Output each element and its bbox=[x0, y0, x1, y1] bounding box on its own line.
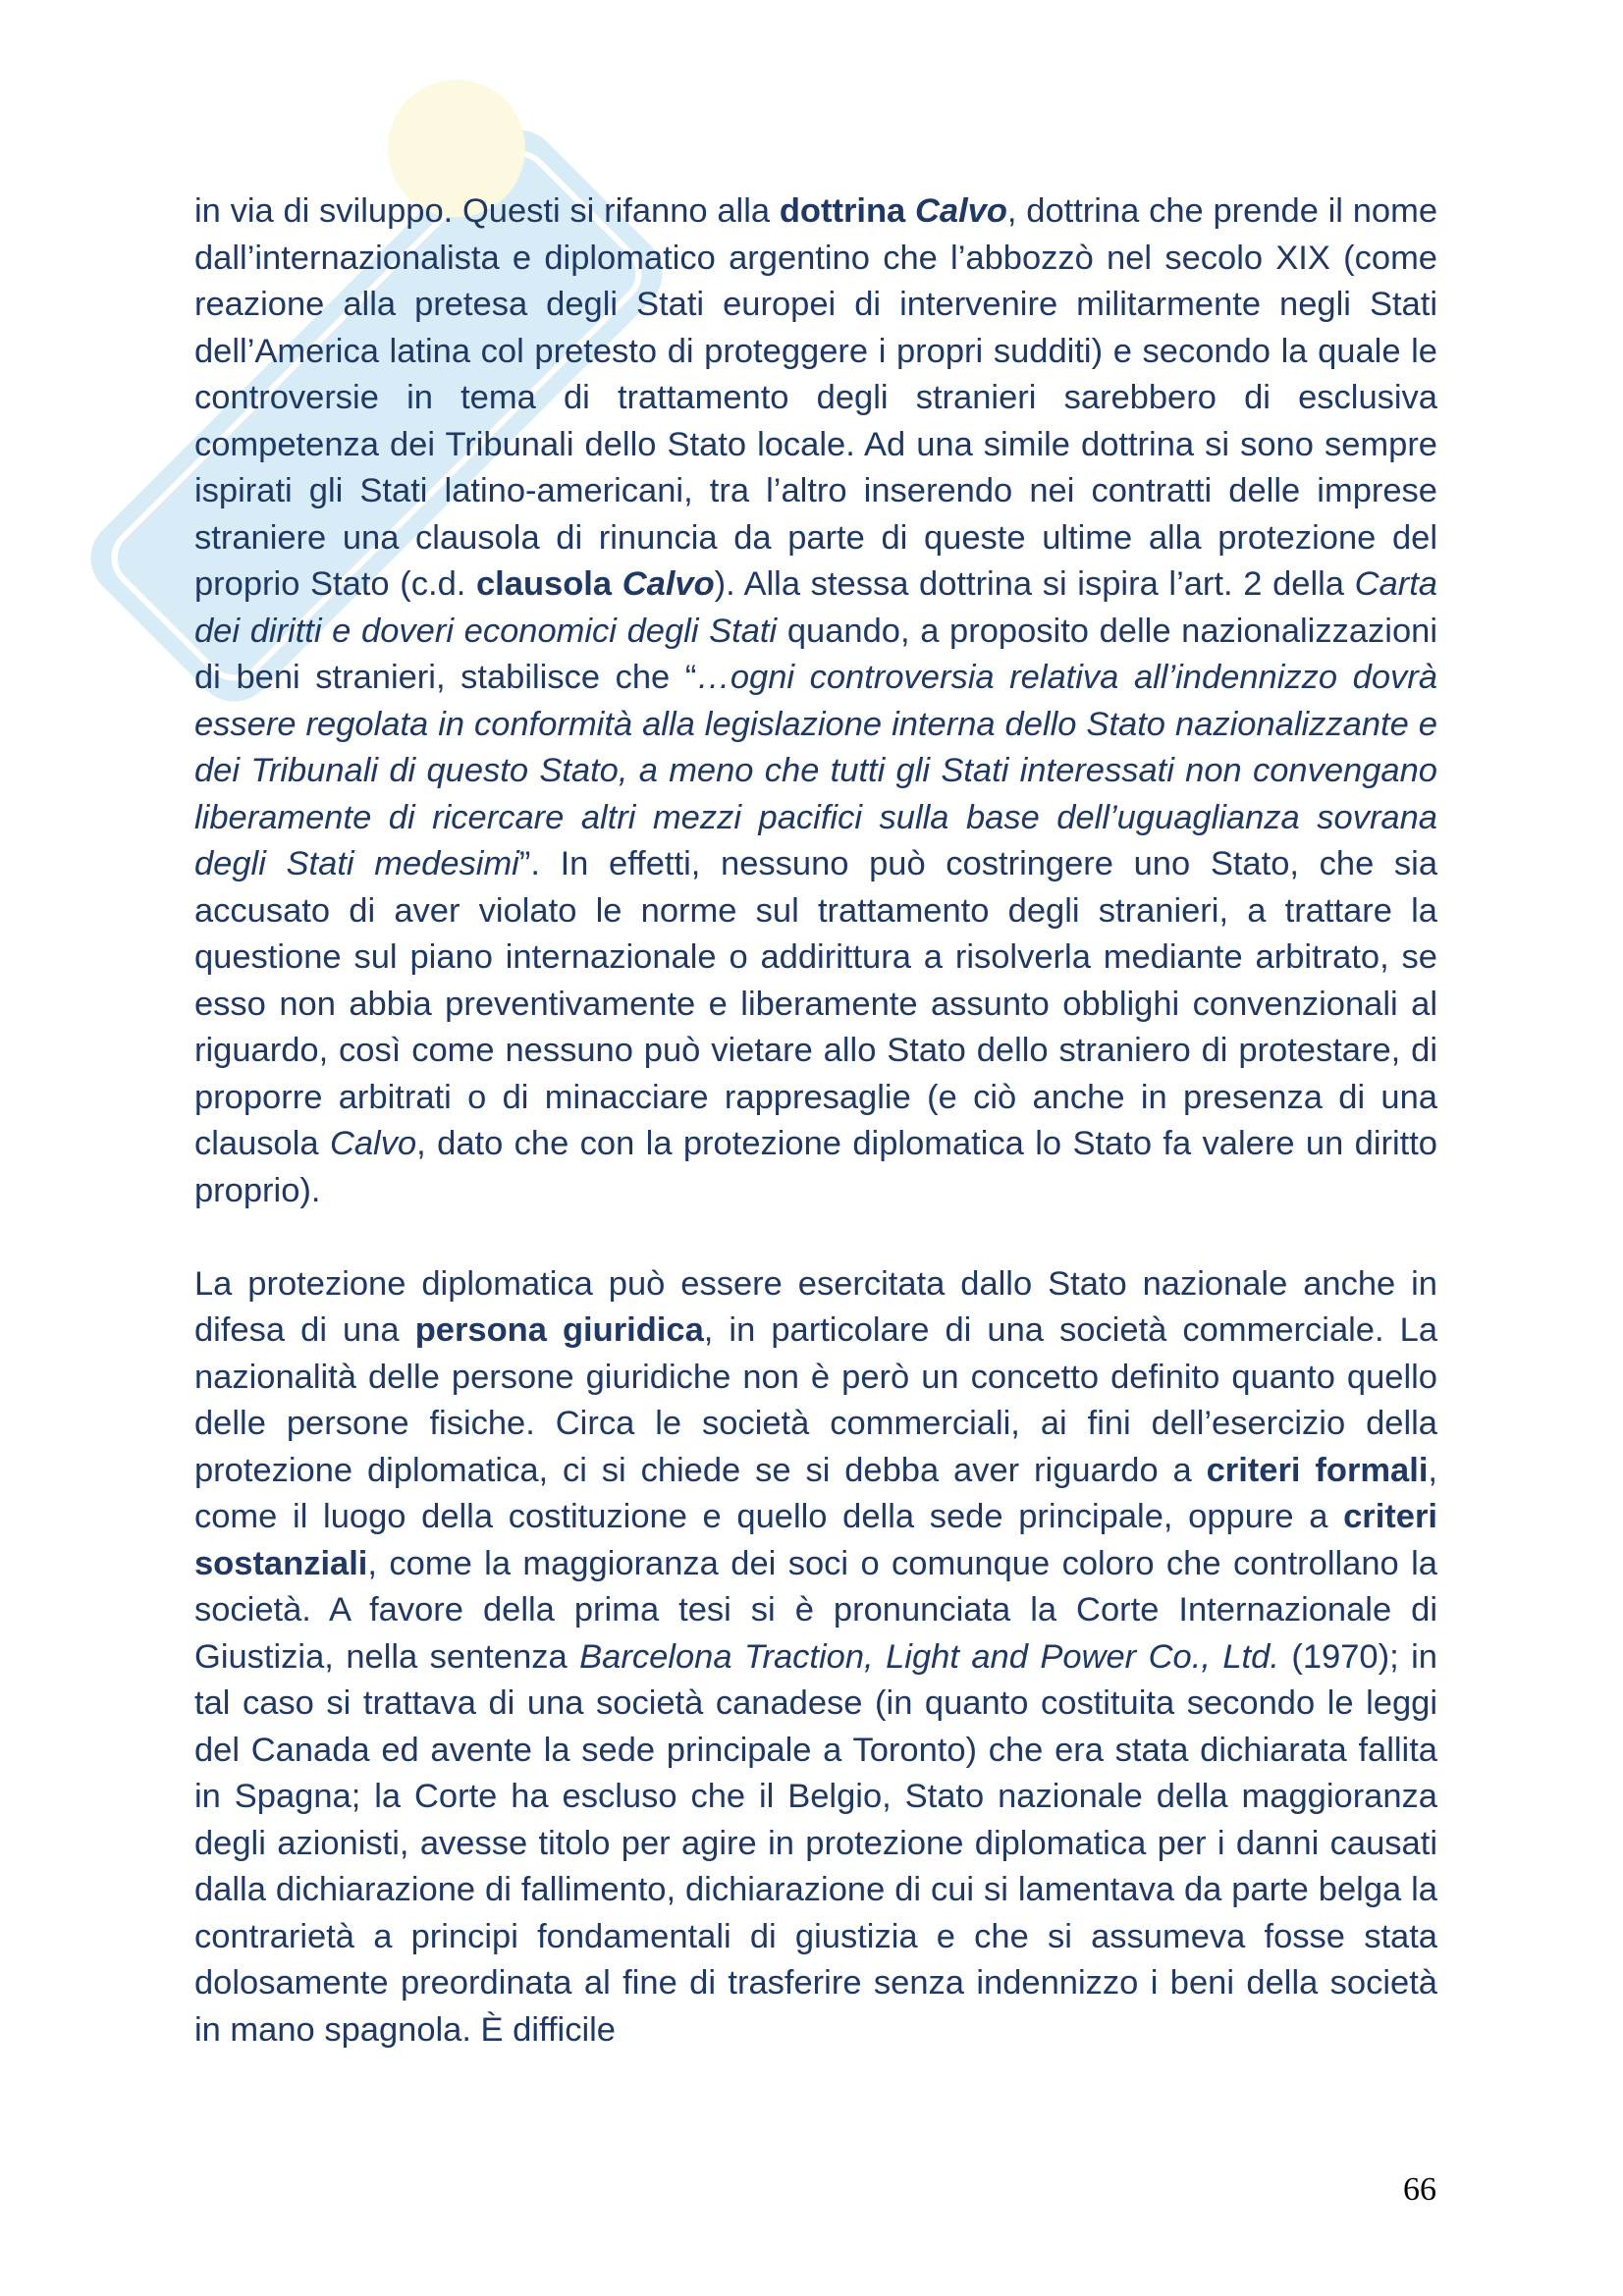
text-run: criteri sostanziali bbox=[194, 1498, 1437, 1582]
text-run: persona giuridica bbox=[414, 1311, 704, 1349]
text-run: clausola bbox=[476, 565, 622, 603]
text-run: Calvo bbox=[622, 565, 715, 603]
text-run: dottrina bbox=[779, 192, 915, 230]
text-run: , dottrina che prende il nome dall’internazionalista e diplomatico argentino che l’abbozzò nel secolo XIX (come reazione alla pretesa degli Stati europei di intervenire militarmente negli Stati dell’America latina col pretesto di proteggere i propri sudditi) e secondo la quale le controversie in tema di trattamento degli stranieri sarebbero di esclusiva competenza dei Tribunali dello Stato locale. Ad una simile dottrina si sono sempre ispirati gli Stati latino-americani, tra l’altro inserendo nei contratti delle imprese straniere una clausola di rinuncia da parte di queste ultime alla protezione del proprio Stato (c.d. bbox=[194, 192, 1438, 603]
text-run: ). Alla stessa dottrina si ispira l’art. 2 della bbox=[714, 565, 1355, 603]
text-run: Calvo bbox=[914, 192, 1007, 230]
body-text bbox=[194, 188, 1437, 2054]
paragraph-calvo-doctrine bbox=[194, 188, 1437, 1214]
text-run: quando, a proposito delle nazionalizzazioni di beni stranieri, stabilisce che “ bbox=[194, 612, 1437, 696]
text-run: , dato che con la protezione diplomatica lo Stato fa valere un diritto proprio). bbox=[194, 1125, 1437, 1209]
text-run: Carta dei diritti e doveri economici degli Stati bbox=[194, 565, 1437, 650]
text-run: , come la maggioranza dei soci o comunque coloro che controllano la società. A favore della prima tesi si è pronunciata la Corte Internazionale di Giustizia, nella sentenza bbox=[194, 1544, 1437, 1676]
text-run: Calvo bbox=[329, 1125, 417, 1162]
text-run: , in particolare di una società commerciale. La nazionalità delle persone giuridiche non è però un concetto definito quanto quello delle persone fisiche. Circa le società commerciali, ai fini dell’esercizio della protezione diplomatica, ci si chiede se si debba aver riguardo a bbox=[194, 1311, 1438, 1489]
text-run: Barcelona Traction, Light and Power Co., Ltd. bbox=[579, 1637, 1279, 1676]
text-run: criteri formali bbox=[1206, 1451, 1429, 1489]
text-run: , come il luogo della costituzione e quello della sede principale, oppure a bbox=[194, 1451, 1437, 1535]
text-run: (1970); in tal caso si trattava di una società canadese (in quanto costituita secondo le leggi del Canada ed avente la sede principale a Toronto) che era stata dichiarata fallita in Spagna; la Corte ha escluso che il Belgio, Stato nazionale della maggioranza degli azionisti, avesse titolo per agire in protezione diplomatica per i danni causati dalla dichiarazione di fallimento, dichiarazione di cui si lamentava da parte belga la contrarietà a principi fondamentali di giustizia e che si assumeva fosse stata dolosamente preordinata al fine di trasferire senza indennizzo i beni della società in mano spagnola. È difficile bbox=[194, 1637, 1437, 2049]
text-run: La protezione diplomatica può essere esercitata dallo Stato nazionale anche in difesa di una bbox=[194, 1264, 1437, 1349]
text-run: …ogni controversia relativa all’indennizzo dovrà essere regolata in conformità alla legislazione interna dello Stato nazionalizzante e dei Tribunali di questo Stato, a meno che tutti gli Stati interessati non convengano liberamente di ricercare altri mezzi pacifici sulla base dell’uguaglianza sovrana degli Stati medesimi bbox=[194, 659, 1437, 882]
text-run: in via di sviluppo. Questi si rifanno alla bbox=[194, 192, 780, 230]
text-run: ”. In effetti, nessuno può costringere uno Stato, che sia accusato di aver violato le norme sul trattamento degli stranieri, a trattare la questione sul piano internazionale o addirittura a risolverla mediante arbitrato, se esso non abbia preventivamente e liberamente assunto obblighi convenzionali al riguardo, così come nessuno può vietare allo Stato dello straniero di protestare, di proporre arbitrati o di minacciare rappresaglie (e ciò anche in presenza di una clausola bbox=[194, 845, 1438, 1162]
paragraph-legal-persons bbox=[194, 1261, 1437, 2055]
page-number: 66 bbox=[1403, 2171, 1436, 2208]
